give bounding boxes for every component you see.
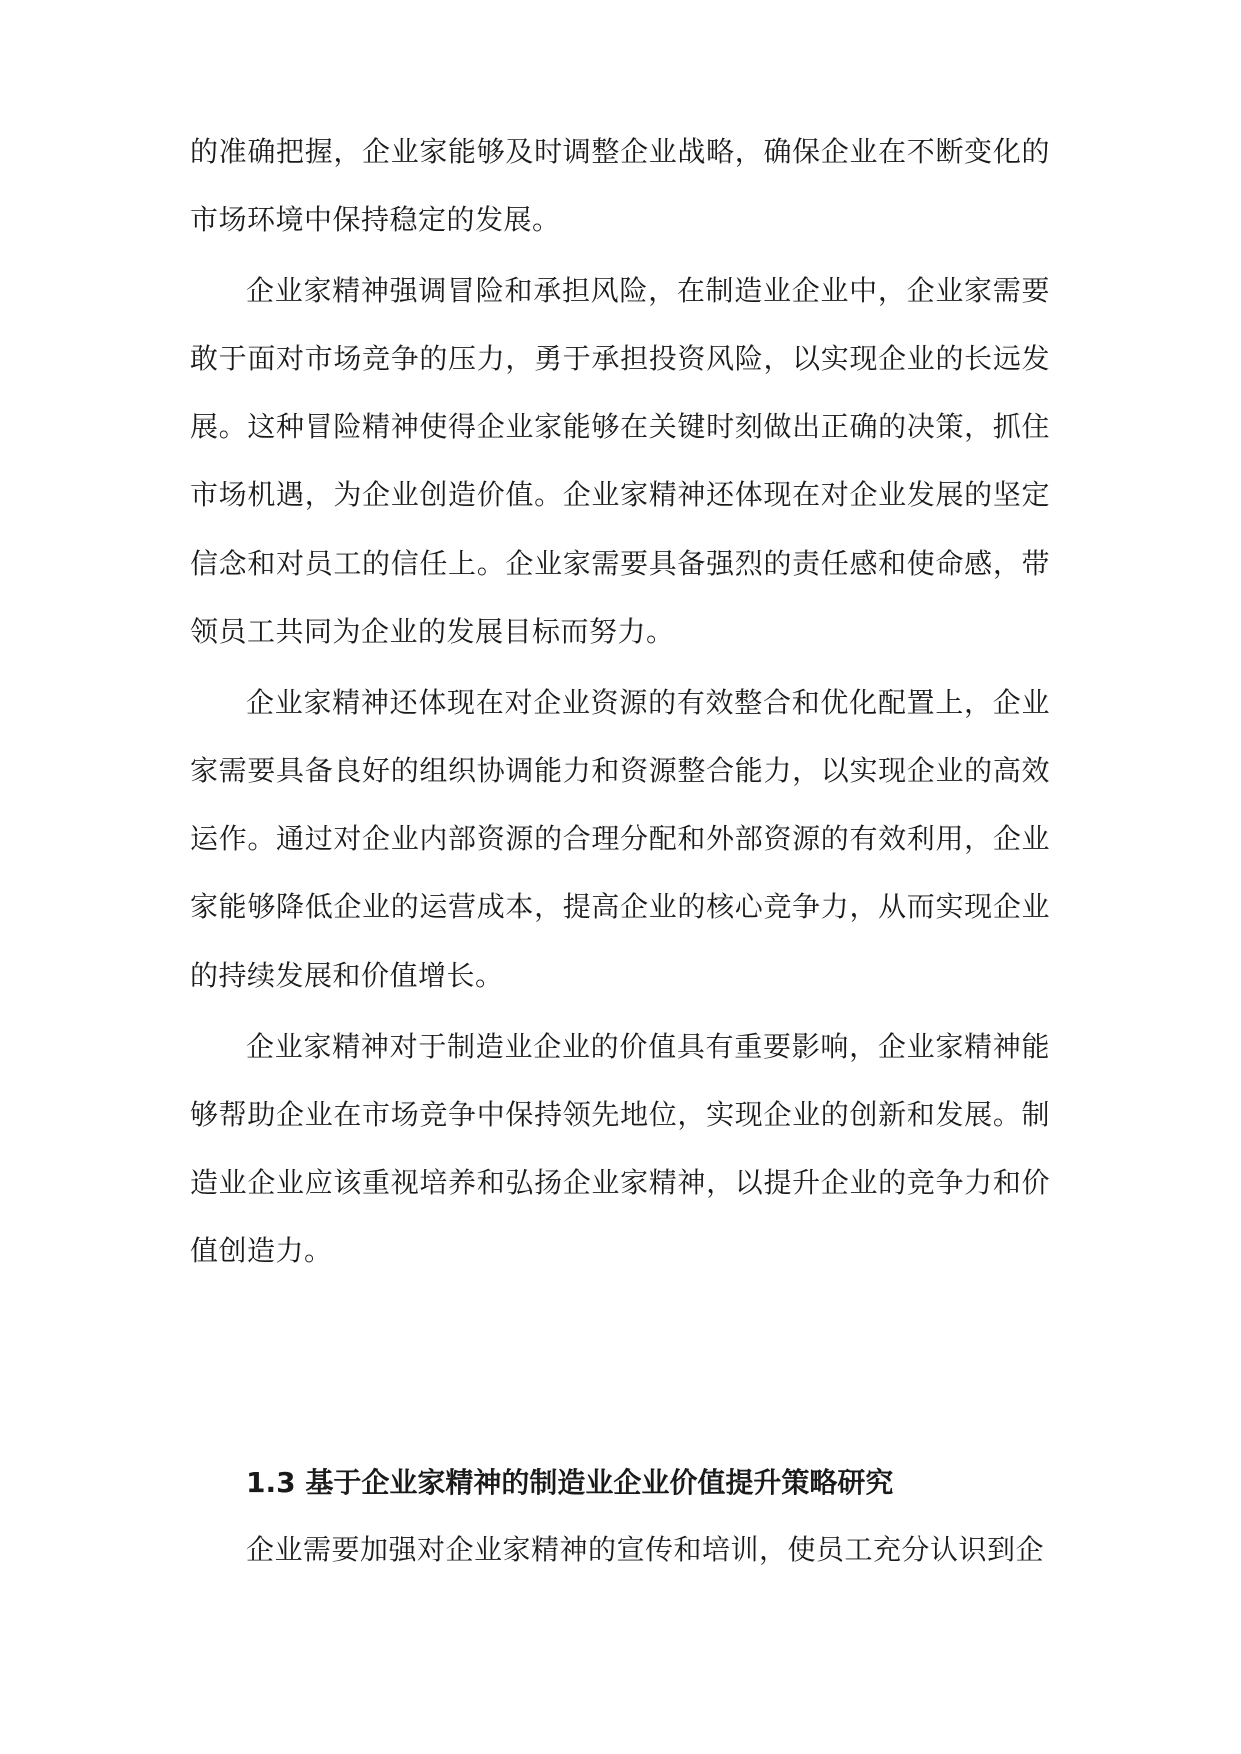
paragraph-1-line-2: 市场环境中保持稳定的发展。: [190, 203, 561, 236]
paragraph-3-line-1: 企业家精神还体现在对企业资源的有效整合和优化配置上，企业: [246, 686, 1050, 719]
paragraph-3-line-2: 家需要具备良好的组织协调能力和资源整合能力，以实现企业的高效: [190, 754, 1050, 787]
paragraph-4-line-1: 企业家精神对于制造业企业的价值具有重要影响，企业家精神能: [246, 1030, 1050, 1063]
paragraph-5-line-1: 企业需要加强对企业家精神的宣传和培训，使员工充分认识到企: [246, 1533, 1045, 1566]
paragraph-4-line-3: 造业企业应该重视培养和弘扬企业家精神，以提升企业的竞争力和价: [190, 1166, 1050, 1199]
paragraph-2-line-2: 敢于面对市场竞争的压力，勇于承担投资风险，以实现企业的长远发: [190, 342, 1050, 375]
paragraph-3-line-5: 的持续发展和价值增长。: [190, 959, 504, 992]
paragraph-2-line-3: 展。这种冒险精神使得企业家能够在关键时刻做出正确的决策，抓住: [190, 410, 1050, 443]
paragraph-3-line-4: 家能够降低企业的运营成本，提高企业的核心竞争力，从而实现企业: [190, 890, 1050, 923]
paragraph-3-line-3: 运作。通过对企业内部资源的合理分配和外部资源的有效利用，企业: [190, 822, 1050, 855]
paragraph-1-line-1: 的准确把握，企业家能够及时调整企业战略，确保企业在不断变化的: [190, 135, 1050, 168]
paragraph-4-line-2: 够帮助企业在市场竞争中保持领先地位，实现企业的创新和发展。制: [190, 1098, 1050, 1131]
paragraph-2-line-4: 市场机遇，为企业创造价值。企业家精神还体现在对企业发展的坚定: [190, 478, 1050, 511]
section-heading: 1.3 基于企业家精神的制造业企业价值提升策略研究: [246, 1466, 894, 1499]
paragraph-2-line-6: 领员工共同为企业的发展目标而努力。: [190, 615, 675, 648]
paragraph-2-line-1: 企业家精神强调冒险和承担风险，在制造业企业中，企业家需要: [246, 274, 1050, 307]
paragraph-2-line-5: 信念和对员工的信任上。企业家需要具备强烈的责任感和使命感，带: [190, 547, 1050, 580]
paragraph-4-line-4: 值创造力。: [190, 1234, 333, 1267]
